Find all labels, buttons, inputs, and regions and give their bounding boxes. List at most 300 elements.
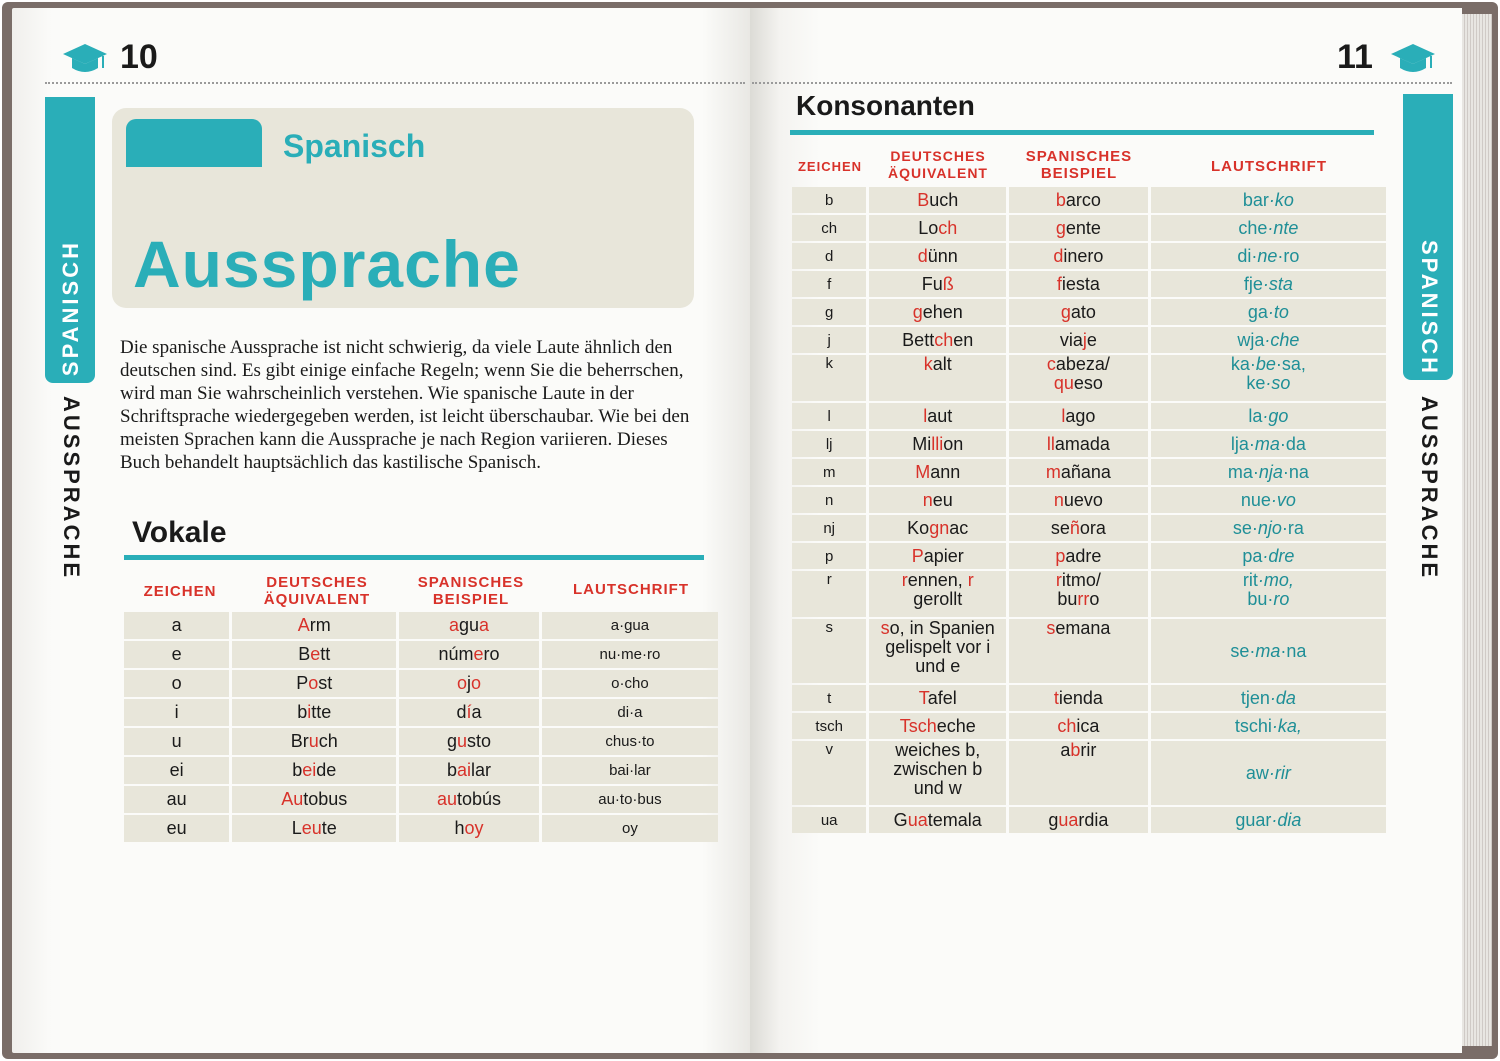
text-segment: se [1050,517,1070,538]
highlight-letters: ·ka, [1271,715,1302,736]
zeichen-cell: tsch [792,713,866,739]
highlight-letters: g [1060,301,1071,322]
text-segment: núm [438,644,474,664]
highlight-letters: ·ko [1268,189,1294,210]
zeichen-cell: u [124,728,229,755]
table-row [792,741,1386,805]
table-row [124,612,718,639]
highlight-letters: B [917,189,930,210]
zeichen-cell: t [792,685,866,711]
table-row [792,187,1386,213]
spanisch-cell [399,612,539,639]
text-segment: ienda [1058,687,1103,708]
section-title-vokale: Vokale [132,516,227,549]
text-segment: a [1060,740,1071,760]
text-segment: b [297,702,308,722]
text-segment: la [1248,405,1263,426]
text-segment: ennen, [907,570,968,590]
text-segment: Lo [918,217,939,238]
section-title-konsonanten: Konsonanten [796,90,975,121]
highlight-letters: n [922,489,933,510]
text-segment: ann [930,461,961,482]
lautschrift-cell [1151,571,1386,617]
header-laut: LAUTSCHRIFT [1211,158,1327,175]
text-segment: itmo/ [1061,570,1101,590]
highlight-letters: o [471,673,482,693]
deutsch-cell [232,815,396,842]
header-zeichen: ZEICHEN [797,159,863,174]
text-segment: b [447,760,458,780]
zeichen-cell: i [124,699,229,726]
text-segment: ·na [1280,640,1307,661]
highlight-letters: m [1045,461,1061,482]
highlight-letters: r [1055,570,1062,590]
text-segment: Fu [921,273,943,294]
text-segment: te [321,818,337,838]
highlight-letters: l [1061,405,1066,426]
highlight-letters: gn [929,517,950,538]
text-segment: weiches b, [895,740,981,760]
highlight-letters: í [466,702,472,722]
highlight-letters: ua [1058,809,1079,830]
header-deutsch: DEUTSCHES ÄQUIVALENT [263,574,371,608]
intro-paragraph: Die spanische Aussprache ist nicht schwierig, da viele Laute ähnlich den deutschen sind. Es gibt einige einfache Regeln; wenn Sie die beherrschen, wird man Sie wahrscheinlich verstehen. Wie spanische Laute in der Schriftsprache wiedergegeben werden, ist leicht überschaubar. Wie bei den meisten Sprachen kann die Aussprache je nach Region variieren. Dieses Buch behandelt hauptsächlich das kastilische Spanisch. [120,337,690,473]
highlight-letters: ro [1273,589,1290,609]
text-segment: e [1086,329,1097,350]
highlight-letters: M [915,461,931,482]
highlight-letters: ua [907,809,928,830]
highlight-letters: s [1046,618,1056,638]
text-segment: Bett [902,329,935,350]
text-segment: ente [1065,217,1101,238]
zeichen-cell: o [124,670,229,697]
header-spanisch: SPANISCHES BEISPIEL [1025,148,1133,182]
table-row [124,757,718,784]
lautschrift-cell: oy [542,815,718,842]
highlight-letters: ch [934,329,954,350]
text-segment: uch [929,189,959,210]
text-segment: amada [1054,433,1110,454]
deutsch-cell [869,403,1006,429]
text-segment: uevo [1063,489,1103,510]
zeichen-cell: e [124,641,229,668]
text-segment: ka· [1230,354,1256,374]
highlight-letters: a [449,615,460,635]
lautschrift-cell [1151,431,1386,457]
text-segment: fje [1243,273,1263,294]
highlight-letters: ·mo, [1257,570,1294,590]
table-row [792,543,1386,569]
lautschrift-cell [1151,355,1386,401]
text-segment: Ko [907,517,930,538]
zeichen-cell: j [792,327,866,353]
table-row [124,670,718,697]
deutsch-cell [869,243,1006,269]
highlight-letters: b [1070,740,1081,760]
lautschrift-cell [1151,619,1386,683]
text-segment: B [298,644,311,664]
text-segment: lja· [1230,433,1255,454]
deutsch-cell [869,215,1006,241]
text-segment: ch [318,731,338,751]
highlight-letters: ·go [1262,405,1289,426]
highlight-letters: ch [1057,715,1077,736]
side-section-label: AUSSPRACHE [1417,396,1442,581]
text-segment: apier [923,545,964,566]
text-segment: ora [1079,517,1106,538]
text-segment: rm [309,615,331,635]
spanisch-cell [1009,431,1148,457]
text-segment: tobus [303,789,348,809]
table-row [792,215,1386,241]
text-segment: en [953,329,974,350]
text-segment: bu· [1247,589,1274,609]
zeichen-cell: g [792,299,866,325]
text-segment: d [456,702,467,722]
page-title: Aussprache [133,227,521,301]
highlight-letters: g [912,301,923,322]
lautschrift-cell [1151,215,1386,241]
spanisch-cell [1009,685,1148,711]
zeichen-cell: ch [792,215,866,241]
highlight-letters: njo [1257,517,1282,538]
text-segment: guar [1235,809,1272,830]
text-segment: ro [483,644,500,664]
highlight-letters: ·vo [1270,489,1296,510]
text-segment: aw [1245,762,1269,783]
lautschrift-cell [1151,243,1386,269]
spanisch-cell [1009,713,1148,739]
highlight-letters: u [457,731,468,751]
lautschrift-cell [1151,327,1386,353]
highlight-letters: t [1053,687,1059,708]
text-segment: se· [1232,517,1258,538]
deutsch-cell [869,459,1006,485]
highlight-letters: r [901,570,908,590]
highlight-letters: ·sta [1262,273,1293,294]
table-row [792,807,1386,833]
deutsch-cell [869,431,1006,457]
highlight-letters: ñ [1069,517,1080,538]
text-segment: gelispelt vor i [885,637,991,657]
highlight-letters: ei [302,760,317,780]
text-segment: on [943,433,964,454]
highlight-letters: k [923,354,933,374]
spanisch-cell [1009,215,1148,241]
table-row [792,459,1386,485]
highlight-letters: d [917,245,928,266]
text-segment: ünn [927,245,958,266]
side-section-label: AUSSPRACHE [59,396,84,581]
highlight-letters: ch [938,217,958,238]
table-row [792,243,1386,269]
zeichen-cell: p [792,543,866,569]
table-row [124,699,718,726]
text-segment: adre [1065,545,1102,566]
text-segment: sto [467,731,492,751]
text-segment: ke [1246,373,1266,393]
lautschrift-cell [1151,403,1386,429]
graduation-cap-icon [1390,40,1436,76]
spanisch-cell [1009,487,1148,513]
deutsch-cell [869,571,1006,617]
lautschrift-cell: a·gua [542,612,718,639]
highlight-letters: g [1055,217,1066,238]
highlight-letters: ne [1257,245,1278,266]
spanisch-cell [1009,515,1148,541]
text-segment: ehen [922,301,963,322]
text-segment: afel [927,687,957,708]
header-laut: LAUTSCHRIFT [573,581,689,598]
text-segment: a [471,702,482,722]
text-segment: lar [471,760,492,780]
page-edges [1462,14,1492,1046]
text-segment: eso [1073,373,1103,393]
highlight-letters: r [967,570,974,590]
highlight-letters: ·dre [1262,545,1295,566]
spanisch-cell [399,786,539,813]
highlight-letters: rr [1077,589,1090,609]
deutsch-cell [869,807,1006,833]
text-segment: iesta [1061,273,1100,294]
text-segment: bar [1242,189,1269,210]
table-row [792,713,1386,739]
deutsch-cell [869,713,1006,739]
lautschrift-cell: bai·lar [542,757,718,784]
lautschrift-cell [1151,271,1386,297]
text-segment: arco [1065,189,1101,210]
highlight-letters: l [923,405,928,426]
spanisch-cell [1009,459,1148,485]
subtitle: Spanisch [283,128,426,164]
text-segment: ·sa, [1275,354,1306,374]
text-segment: di· [1237,245,1258,266]
text-segment: via [1059,329,1083,350]
table-row [792,299,1386,325]
highlight-letters: T [918,687,928,708]
text-segment: tte [311,702,332,722]
highlight-letters: a [479,615,490,635]
text-segment: ma· [1227,461,1259,482]
zeichen-cell: k [792,355,866,401]
table-row [124,786,718,813]
spanisch-cell [399,757,539,784]
zeichen-cell: v [792,741,866,805]
text-segment: alt [932,354,952,374]
konsonanten-table [789,185,1389,835]
highlight-letters: ·da [1269,687,1296,708]
highlight-letters: n [1053,489,1064,510]
zeichen-cell: au [124,786,229,813]
lautschrift-cell: nu·me·ro [542,641,718,668]
deutsch-cell [232,786,396,813]
text-segment: o [1089,589,1100,609]
spanisch-cell [1009,187,1148,213]
highlight-letters: ß [942,273,954,294]
text-segment: añana [1060,461,1111,482]
lautschrift-cell: chus·to [542,728,718,755]
spanisch-cell [1009,327,1148,353]
deutsch-cell [869,619,1006,683]
highlight-letters: A [297,615,310,635]
text-segment: gu [459,615,480,635]
highlight-letters: nja [1258,461,1283,482]
text-segment: abeza/ [1055,354,1110,374]
highlight-letters: e [310,644,321,664]
highlight-letters: d [1053,245,1064,266]
table-row [792,355,1386,401]
header-spanisch: SPANISCHES BEISPIEL [417,574,525,608]
page-number: 11 [1337,38,1373,76]
text-segment: st [318,673,333,693]
spanisch-cell [1009,271,1148,297]
text-segment: ica [1076,715,1100,736]
text-segment: b [292,760,303,780]
text-segment: bu [1057,589,1078,609]
zeichen-cell: m [792,459,866,485]
lautschrift-cell [1151,741,1386,805]
spanisch-cell [399,728,539,755]
highlight-letters: ·so [1265,373,1291,393]
highlight-letters: f [1056,273,1062,294]
zeichen-cell: s [792,619,866,683]
text-segment: se· [1230,640,1256,661]
zeichen-cell: ua [792,807,866,833]
text-segment: j [467,673,472,693]
deutsch-cell [869,685,1006,711]
deutsch-cell [232,728,396,755]
zeichen-cell: l [792,403,866,429]
text-segment: eu [932,489,953,510]
highlight-letters: ma [1255,640,1281,661]
text-segment: gerollt [913,589,963,609]
deutsch-cell [232,757,396,784]
zeichen-cell: lj [792,431,866,457]
text-segment: g [1048,809,1059,830]
zeichen-cell: eu [124,815,229,842]
text-segment: G [893,809,908,830]
table-row [792,271,1386,297]
text-segment: emana [1055,618,1111,638]
spanisch-cell [1009,299,1148,325]
highlight-letters: Au [281,789,304,809]
spanisch-cell [399,815,539,842]
text-segment: ac [949,517,969,538]
text-segment: ga [1247,301,1268,322]
lautschrift-cell [1151,459,1386,485]
lautschrift-cell: o·cho [542,670,718,697]
spanisch-cell [1009,807,1148,833]
zeichen-cell: d [792,243,866,269]
highlight-letters: u [308,731,319,751]
text-segment: rir [1080,740,1097,760]
highlight-letters: ·rir [1268,762,1291,783]
deutsch-cell [232,612,396,639]
text-segment: ·ro [1277,245,1300,266]
deutsch-cell [232,699,396,726]
text-segment: zwischen b [893,759,983,779]
deutsch-cell [869,355,1006,401]
spanisch-cell [1009,355,1148,401]
highlight-letters: ·che [1264,329,1300,350]
spanisch-cell [1009,243,1148,269]
spanisch-cell [1009,741,1148,805]
spanisch-cell [399,641,539,668]
text-segment: tjen [1240,687,1270,708]
side-tab-label: SPANISCH [58,240,83,377]
text-segment: P [296,673,309,693]
zeichen-cell: n [792,487,866,513]
deutsch-cell [869,543,1006,569]
text-segment: wja [1237,329,1265,350]
highlight-letters: ·to [1267,301,1289,322]
text-segment: rdia [1078,809,1109,830]
table-row [124,728,718,755]
lautschrift-cell [1151,299,1386,325]
lautschrift-cell [1151,807,1386,833]
section-rule [124,555,704,560]
text-segment: ·ra [1281,517,1304,538]
deutsch-cell [869,487,1006,513]
zeichen-cell: r [792,571,866,617]
zeichen-cell: b [792,187,866,213]
text-segment: nue [1240,489,1271,510]
highlight-letters: oy [464,818,484,838]
header-zeichen: ZEICHEN [143,583,217,600]
spanisch-cell [399,699,539,726]
page-number: 10 [120,38,158,76]
text-segment: che [1238,217,1268,238]
spanisch-cell [1009,619,1148,683]
text-segment: inero [1063,245,1104,266]
vokale-table [121,610,721,844]
text-segment: tobús [457,789,502,809]
table-row [792,685,1386,711]
highlight-letters: ll [1046,433,1055,454]
highlight-letters: o [308,673,319,693]
spanisch-cell [399,670,539,697]
deutsch-cell [869,299,1006,325]
highlight-letters: p [1055,545,1066,566]
table-row [792,431,1386,457]
highlight-letters: be [1255,354,1276,374]
lautschrift-cell: di·a [542,699,718,726]
deutsch-cell [869,741,1006,805]
highlight-letters: s [880,618,890,638]
graduation-cap-icon [62,40,108,76]
deutsch-cell [232,670,396,697]
lautschrift-cell [1151,487,1386,513]
lautschrift-cell [1151,515,1386,541]
lautschrift-cell [1151,187,1386,213]
highlight-letters: e [473,644,484,664]
highlight-letters: j [1082,329,1087,350]
header-divider [752,82,1452,84]
table-row [792,571,1386,617]
highlight-letters: au [436,789,458,809]
text-segment: Mi [912,433,932,454]
text-segment: und w [913,778,962,798]
text-segment: temala [927,809,982,830]
text-segment: eche [936,715,976,736]
header-divider [45,82,745,84]
text-segment: ·na [1282,461,1309,482]
text-segment: rit [1242,570,1258,590]
table-row [792,619,1386,683]
text-segment: o, in Spanien [889,618,995,638]
highlight-letters: P [911,545,924,566]
deutsch-cell [232,641,396,668]
